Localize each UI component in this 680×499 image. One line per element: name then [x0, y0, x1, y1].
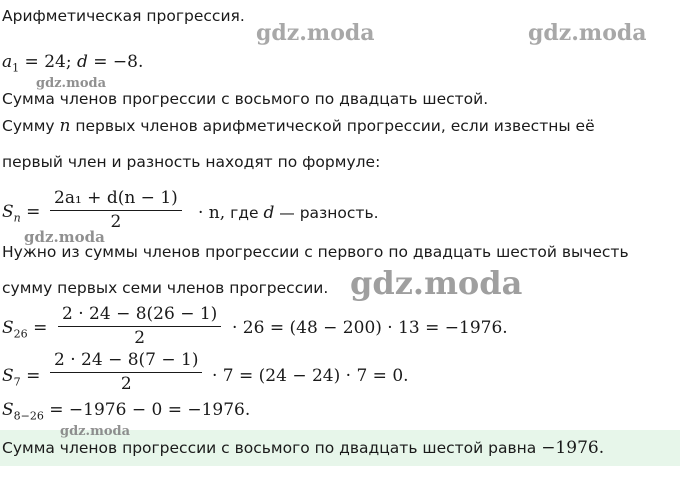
task-statement: Сумма членов прогрессии с восьмого по двадцать шестой.	[2, 90, 489, 108]
s7-result: · 7 = (24 − 24) · 7 = 0.	[212, 366, 409, 386]
watermark: gdz.moda	[36, 76, 107, 91]
s26-result: · 26 = (48 − 200) · 13 = −1976.	[232, 318, 508, 338]
watermark: gdz.moda	[24, 228, 105, 246]
formula-fraction: $\frac{\text{2a₁ + d(n − 1)}}{2}$	[50, 186, 182, 233]
intro-line-2: первый член и разность находят по формуле:	[2, 153, 381, 171]
formula-tail: · n, где d — разность.	[198, 203, 379, 223]
heading: Арифметическая прогрессия.	[2, 7, 245, 25]
intro-line-1: Сумму n первых членов арифметической прогрессии, если известны её	[2, 116, 595, 136]
s7-lhs: $S_7$ =	[2, 366, 41, 389]
watermark: gdz.moda	[256, 20, 375, 46]
given-values: $a_1 = 24$; d = −8.	[2, 52, 144, 75]
s8-26-line: $S_{8-26} = -1976 - 0 = -1976$.	[2, 400, 251, 423]
watermark: gdz.moda	[350, 264, 523, 302]
answer: Сумма членов прогрессии с восьмого по двадцать шестой равна −1976.	[2, 438, 605, 458]
method-line-2: сумму первых семи членов прогрессии.	[2, 279, 329, 297]
s26-lhs: $S_{26}$ =	[2, 318, 48, 341]
watermark: gdz.moda	[60, 424, 131, 439]
formula-lhs: $S_n$ =	[2, 202, 41, 225]
s26-fraction: $\frac{2 \cdot 24 - 8(26 - 1)}{2}$	[58, 302, 221, 349]
s7-fraction: $\frac{2 \cdot 24 - 8(7 - 1)}{2}$	[50, 348, 202, 395]
watermark: gdz.moda	[528, 20, 647, 46]
method-line-1: Нужно из суммы членов прогрессии с первого по двадцать шестой вычесть	[2, 243, 629, 261]
